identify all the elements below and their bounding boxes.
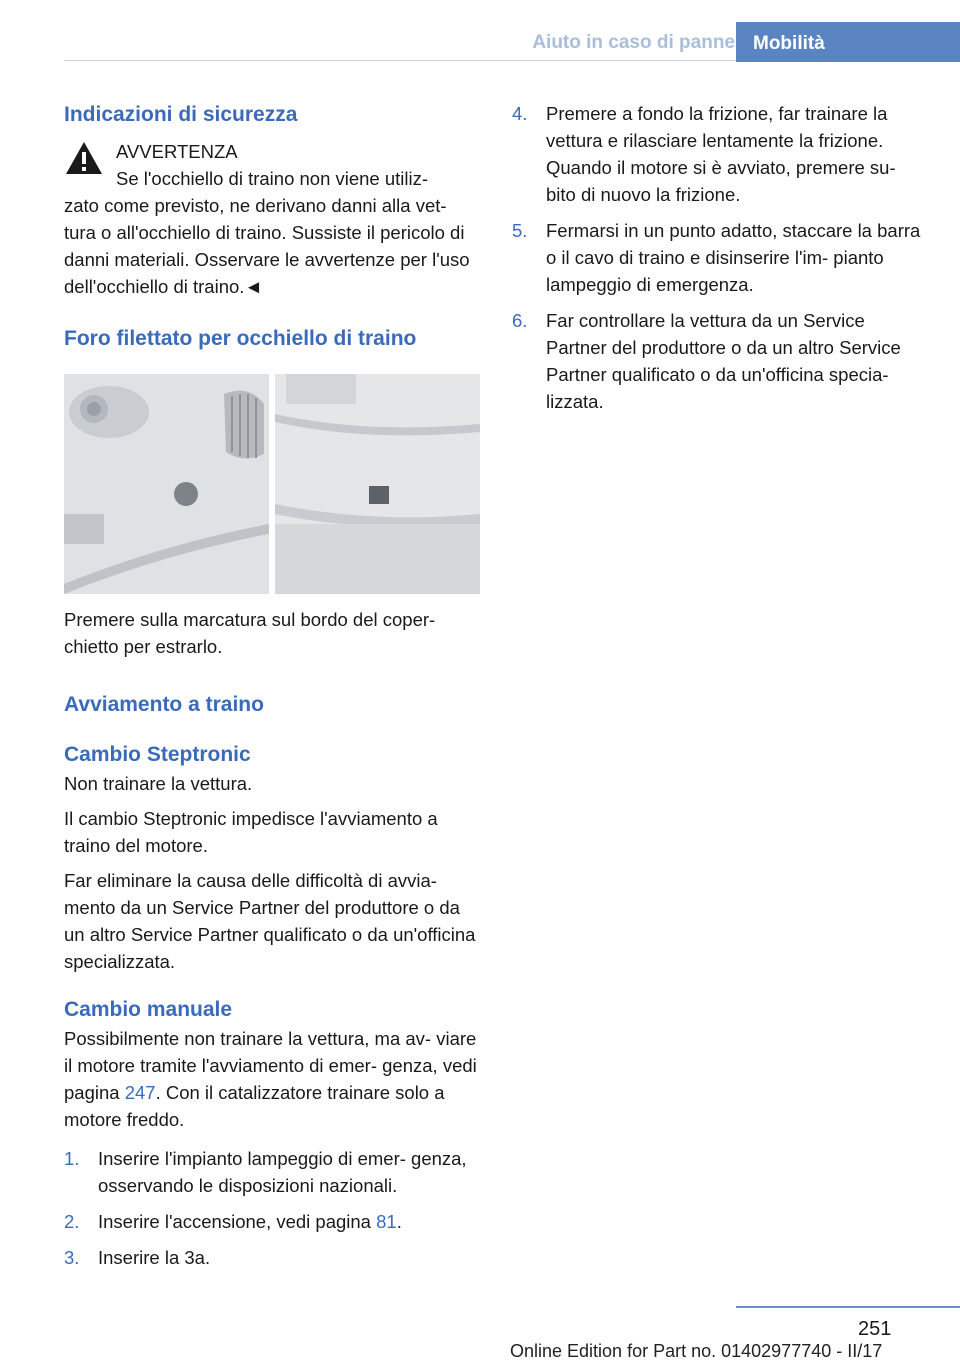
header-chapter-tab [736, 22, 960, 62]
steptronic-text-1: Non trainare la vettura. [64, 773, 253, 794]
manual-text-b: . Con il catalizzatore trainare solo a motore freddo. [64, 1082, 445, 1130]
tow-start-heading: Avviamento a traino [64, 693, 264, 716]
page-link-81[interactable]: 81 [376, 1211, 397, 1232]
list-item [512, 307, 930, 415]
left-steps-list [64, 1145, 482, 1271]
step-text-a: Inserire l'accensione, vedi pagina [98, 1211, 377, 1232]
warning-triangle-icon [64, 140, 104, 176]
step-text: Inserire la 3a. [98, 1247, 211, 1268]
step-text: Fermarsi in un punto adatto, staccare la barra o il cavo di traino e disinserire l'im- pianto lampeggio di emergenza. [546, 220, 921, 295]
page-number: 251 [858, 1318, 892, 1340]
edition-note: Online Edition for Part no. 01402977740 - II/17 [510, 1341, 883, 1361]
manual-text-a: Possibilmente non trainare la vettura, ma av- viare il motore tramite l'avviamento di emer- genza, vedi pagina [64, 1028, 477, 1103]
list-item [512, 100, 930, 208]
photo-caption: Premere sulla marcatura sul bordo del coper- chietto per estrarlo. [64, 609, 436, 657]
step-number: 5. [512, 220, 528, 241]
list-item [64, 1145, 482, 1199]
thread-heading: Foro filettato per occhiello di traino [64, 327, 417, 350]
steptronic-heading: Cambio Steptronic [64, 743, 251, 766]
warning-text: zato come previsto, ne derivano danni alla vet- tura o all'occhiello di traino. Sussiste il pericolo di danni materiali. Osservare le avvertenze per l'uso dell'occhiello di traino.◄ [64, 195, 470, 297]
warning-block [64, 138, 482, 300]
steptronic-text-2: Il cambio Steptronic impedisce l'avviamento a traino del motore. [64, 808, 438, 856]
left-column [64, 100, 482, 1280]
tow-eye-photo [64, 374, 480, 594]
warning-title: AVVERTENZA [116, 141, 238, 162]
right-column [512, 100, 930, 424]
tow-eye-photo-illustration [64, 374, 480, 594]
header-chapter-label: Mobilità [753, 33, 825, 54]
warning-text-line1: Se l'occhiello di traino non viene utiliz- [116, 168, 429, 189]
list-item [64, 1244, 482, 1271]
header-section-title: Aiuto in caso di panne [532, 32, 735, 53]
steptronic-text-3: Far eliminare la causa delle difficoltà di avvia- mento da un Service Partner del produttore o da un altro Service Partner qualificato o da un'officina specializzata. [64, 870, 476, 972]
right-steps-list [512, 100, 930, 415]
step-text-b: . [396, 1211, 402, 1232]
step-number: 4. [512, 103, 528, 124]
step-text: Premere a fondo la frizione, far trainare la vettura e rilasciare lentamente la frizione. Quando il motore si è avviato, premere su- bito di nuovo la frizione. [546, 103, 896, 205]
footer-rule [736, 1306, 960, 1308]
step-text: Far controllare la vettura da un Service Partner del produttore o da un altro Service Partner qualificato o da un'officina specia- lizzata. [546, 310, 901, 412]
list-item [64, 1208, 482, 1235]
step-number: 2. [64, 1211, 80, 1232]
manual-heading: Cambio manuale [64, 998, 233, 1021]
list-item [512, 217, 930, 298]
step-number: 6. [512, 310, 528, 331]
step-number: 1. [64, 1148, 80, 1169]
page-link-247[interactable]: 247 [124, 1082, 156, 1103]
manual-text [64, 1025, 482, 1133]
step-text: Inserire l'impianto lampeggio di emer- genza, osservando le disposizioni nazionali. [98, 1148, 467, 1196]
safety-heading: Indicazioni di sicurezza [64, 103, 298, 126]
step-number: 3. [64, 1247, 80, 1268]
